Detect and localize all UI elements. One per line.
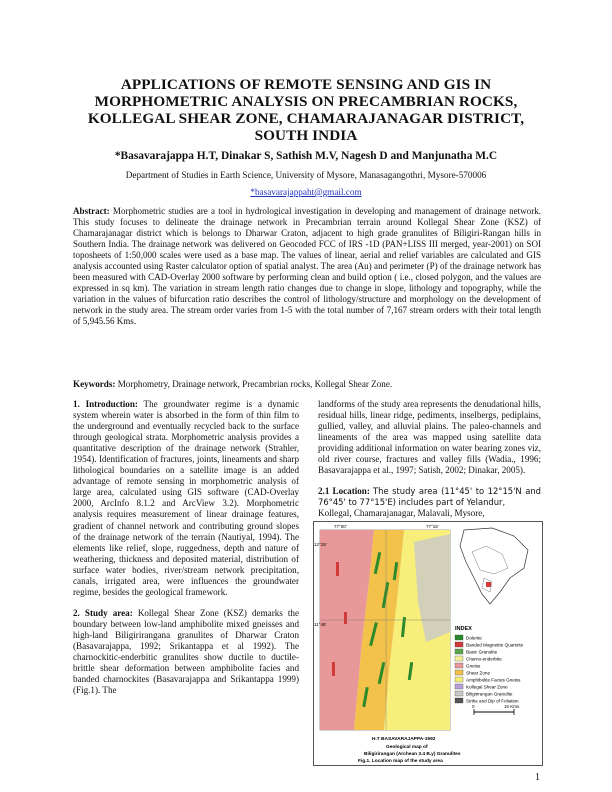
study-area-heading: 2. Study area: [73,607,133,618]
legend-swatch [455,649,463,654]
legend-swatch [455,642,463,647]
legend-swatch [455,670,463,675]
legend-label: Amphibolite Facies Gneiss [466,677,521,683]
location-text: The study area (11°45' to 12°15'N and 76°45' to 77°15'E) includes part of Yelandur, [318,486,541,508]
location-heading: 2.1 Location: [318,486,370,497]
landforms-paragraph: landforms of the study area represents the denudational hills, residual hills, linear ridge, pediments, inselbergs, pediplains, gullied, valley, and alluvial plains. The paleo-channels and lineaments of the area was mapped using satellite data providing additional information on water bearing zones viz, old river course, fractures and valley fills (Wadia., 1996; Basavarajappa et al., 1997; Satish, 2002; Dinakar, 2005). [318,399,541,476]
introduction-text: The groundwater regime is a dynamic system wherein water is absorbed in the form of thin film to the underground and eventually recycled back to the surface through geological strata. Morphometric analysis provides a quantitative description of the drainage network (Strahler, 1954). Identification of fractures, joints, lineaments and sharp lithological boundaries on a satellite image is an added advantage of remote sensing in morphometric analysis of large area, calculated using GIS software (CAD-Overlay 2000, ArcInfo 8.1.2 and ArcView 3.2). Morphometric analysis requires measurement of linear drainage features, gradient of channel network and contributing ground slopes of the drainage network of the terrain (Nautiyal, 1994). The elements like relief, slope, ruggedness, depth and nature of weathering, thickness and deposited material, distribution of surface water bodies, river/stream network precipitation, canals, irrigated area, were influences the groundwater regime, besides the geological framework. [73,399,299,597]
lon-label-right: 77°15' [426,524,439,529]
legend-title: INDEX [455,626,472,632]
left-column [73,399,299,706]
paper-title: APPLICATIONS OF REMOTE SENSING AND GIS IN MORPHOMETRIC ANALYSIS ON PRECAMBRIAN ROCKS, KOLLEGAL SHEAR ZONE, CHAMARAJANAGAR DISTRICT, SOUTH INDIA [87,76,525,144]
lon-label-left: 77°00' [334,524,347,529]
scale-zero-label: 0 [472,704,475,709]
study-area-text: Kollegal Shear Zone (KSZ) demarks the boundary between low-land amphibolite mixed gneisses and high-land Biligirirangana granulites of Dharwar Craton (Basavarajappa, 1992; Srikantappa et al 1992). The charnockitic-enderbitic granulites show ductile to ductile-brittle shear deformation between amphibolite facies and banded charnockites (Basavarajappa and Srikantappa 1999) (Fig.1). The [73,607,299,696]
legend-label: Shear Zone [466,670,491,676]
introduction-heading: 1. Introduction: [73,399,138,409]
legend-label: Banded Magnetite Quartzite [466,642,524,648]
keywords-text: Morphometry, Drainage network, Precambrian rocks, Kollegal Shear Zone. [117,379,393,389]
map-caption-line1: Geological map of [386,745,428,750]
india-inset-map [460,528,528,604]
legend-swatch [455,684,463,689]
keywords [73,379,541,389]
study-area-paragraph [73,608,299,696]
author-list: *Basavarajappa H.T, Dinakar S, Sathish M.V, Nagesh D and Manjunatha M.C [114,150,498,162]
legend-label: Kollegal Shear Zone [466,684,508,690]
abstract [73,206,541,328]
map-caption-line2: Biligirirangan (Archean 3.4 B.y) Granulites [364,752,461,757]
legend-label: Charno-enderbite [466,656,502,662]
abstract-text: Morphometric studies are a tool in hydrological investigation in developing and management of drainage network. This study focuses to delineate the drainage network in Precambrian terrain around Kollegal Shear Zone (KSZ) of Chamarajanagar district which is belongs to Dharwar Craton, adjacent to high grade granulites of Biligiri-Rangan hills in Southern India. The drainage network was delivered on Geocoded FCC of IRS -1D (PAN+LISS III merged, year-2001) on SOI toposheets of 1:50,000 scales were used as a base map. The values of linear, aerial and relief variables are calculated and GIS analysis accounted using Raster calculator option of spatial analyst. The area (Au) and perimeter (P) of the drainage network has been measured with CAD-Overlay 2000 software by performing clean and build option ( i.e., closed polygon, and the values are expressed in sq km). The variation in stream length ratio changes due to change in slope, lithology and topography, while the variation in the values of bifurcation ratio describes the control of lithology/structure and morphology on the development of network in the study area. The stream order varies from 1-5 with the total number of 7,167 stream orders with their total length of 5,945.56 Kms. [73,206,541,327]
legend-label: Biligirirangan Granulite [466,691,513,697]
legend-swatch [455,698,463,703]
legend-swatch [455,691,463,696]
location-text-continued: Kollegal, Chamarajanagar, Malavali, Mysore, [318,508,485,519]
lat-label-mid: 11°45' [314,622,327,627]
study-area-marker [486,582,491,587]
affiliation: Department of Studies in Earth Science, University of Mysore, Manasagangothri, Mysore-570006 [125,170,487,180]
scale-bar [472,704,520,715]
introduction-paragraph [73,399,299,598]
figure-caption: Fig.1. Location map of the study area [358,759,443,764]
location-paragraph [318,486,541,519]
location-map-svg [314,522,542,765]
figure-location-map [313,521,543,766]
lat-label-top: 12°15' [314,542,327,547]
map-author-tag: H.T BASAVARAJAPPA-1992 [372,737,436,742]
map-legend [455,626,524,704]
scale-end-label: 10 Kms [504,704,520,709]
legend-swatch [455,677,463,682]
page-number: 1 [535,772,540,783]
legend-label: Gneiss [466,663,481,669]
keywords-label: Keywords: [73,379,116,389]
legend-label: Basic Granulite [466,649,498,655]
abstract-label: Abstract: [73,206,110,216]
legend-label: Dolerite [466,635,482,641]
right-column [318,399,541,529]
legend-swatch [455,663,463,668]
legend-swatch [455,635,463,640]
legend-swatch [455,656,463,661]
email-link[interactable]: *basavarajappaht@gmail.com [250,187,362,197]
legend-label: Strike and Dip of Foliation [466,698,519,704]
